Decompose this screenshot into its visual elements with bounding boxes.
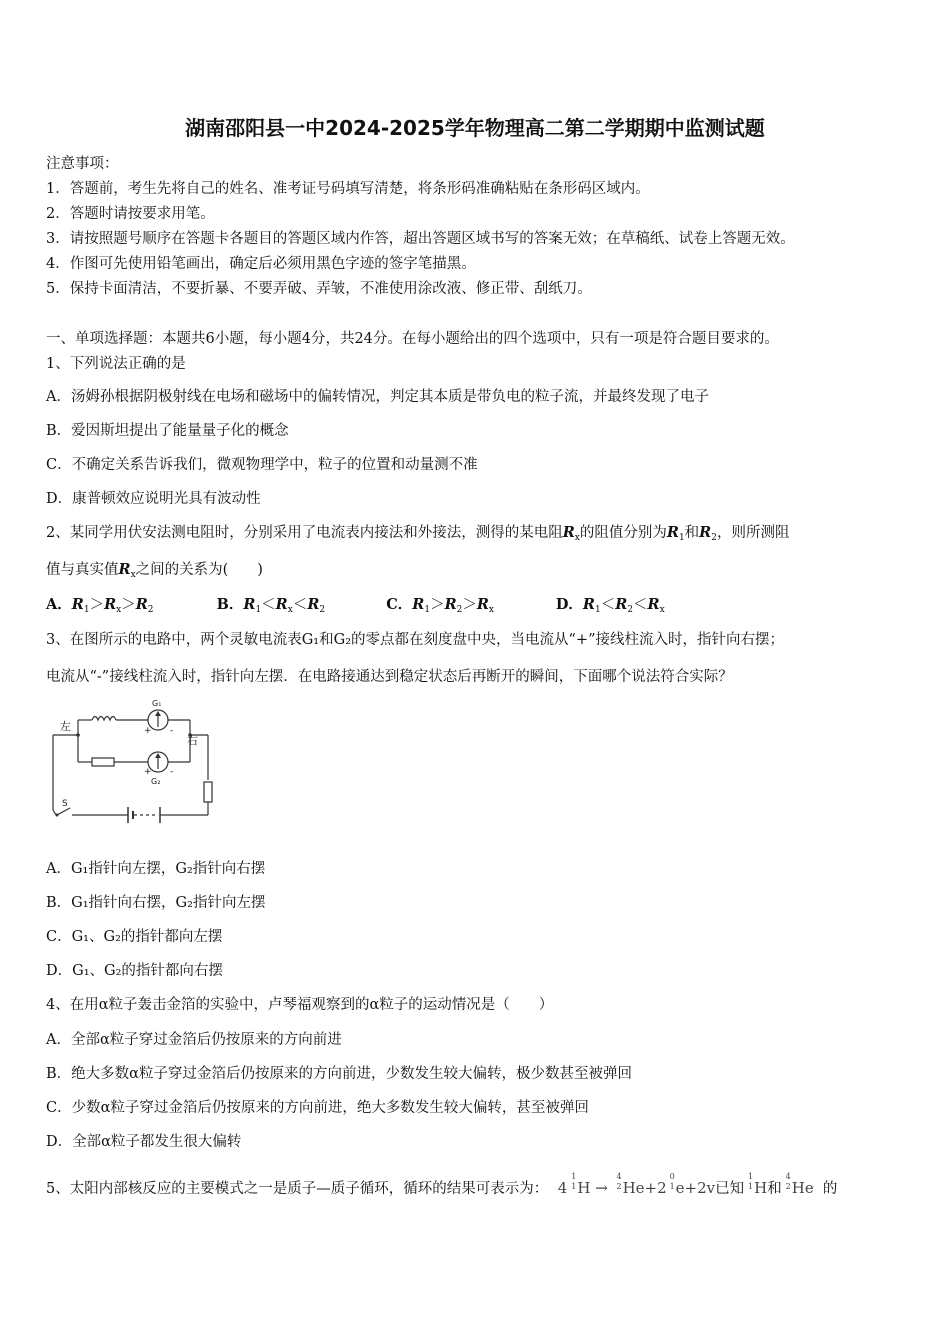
q1-stem: 1、下列说法正确的是 — [46, 356, 186, 372]
q2-option-d: D．$R_1<R_2<R_x$ — [555, 596, 665, 615]
q3-stem-line1: 3、在图所示的电路中，两个灵敏电流表G₁和G₂的零点都在刻度盘中央，当电流从“+”接线柱流入时，指针向右摆； — [46, 632, 784, 648]
notice-heading: 注意事项： — [46, 156, 119, 172]
q5-equation: 4 1 1 H → 4 2 He+2 0 1 e+2v — [557, 1172, 716, 1197]
q4-option-d: D．全部α粒子都发生很大偏转 — [46, 1134, 242, 1150]
circuit-diagram — [48, 700, 223, 825]
q4-option-a: A．全部α粒子穿过金箔后仍按原来的方向前进 — [46, 1032, 342, 1048]
notice-item-4: 4．作图可先使用铅笔画出，确定后必须用黑色字迹的签字笔描黑。 — [46, 256, 476, 272]
inductor-coil — [92, 717, 116, 721]
q1-option-a: A．汤姆孙根据阴极射线在电场和磁场中的偏转情况，判定其本质是带负电的粒子流，并最终发现了电子 — [46, 389, 709, 405]
g1-minus: - — [170, 726, 174, 736]
q2-stem-line1: 2、某同学用伏安法测电阻时，分别采用了电流表内接法和外接法，测得的某电阻$R_x$的阻值分别为$R_1$和$R_2$，则所测阻 — [46, 524, 790, 543]
q4-option-b: B．绝大多数α粒子穿过金箔后仍按原来的方向前进，少数发生较大偏转，极少数甚至被弹回 — [46, 1066, 632, 1082]
g2-plus: + — [144, 767, 152, 777]
q2-option-a: A．$R_1>R_x>R_2$ — [46, 596, 154, 615]
q5-stem: 5、太阳内部核反应的主要模式之一是质子—质子循环，循环的结果可表示为： 4 1 1 H → 4 2 He+2 0 1 e+2v已知 1 1 H和 4 2 He 的 — [46, 1172, 838, 1197]
q1-option-c: C．不确定关系告诉我们，微观物理学中，粒子的位置和动量测不准 — [46, 457, 478, 473]
label-s: S — [62, 799, 68, 809]
q3-stem-line2: 电流从“-”接线柱流入时，指针向左摆．在电路接通达到稳定状态后再断开的瞬间，下面哪个说法符合实际？ — [46, 669, 733, 685]
q4-option-c: C．少数α粒子穿过金箔后仍按原来的方向前进，绝大多数发生较大偏转，甚至被弹回 — [46, 1100, 589, 1116]
q3-option-b: B．G₁指针向右摆，G₂指针向左摆 — [46, 895, 266, 911]
q3-option-d: D．G₁、G₂的指针都向右摆 — [46, 963, 223, 979]
switch-s — [57, 808, 70, 815]
q3-option-a: A．G₁指针向左摆，G₂指针向右摆 — [46, 861, 266, 877]
g2-minus: - — [170, 767, 174, 777]
q2-option-c: C．$R_1>R_2>R_x$ — [386, 596, 494, 615]
q2-option-b: B．$R_1<R_x<R_2$ — [216, 596, 326, 615]
resistor-mid — [92, 758, 114, 766]
q1-option-b: B．爱因斯坦提出了能量量子化的概念 — [46, 423, 289, 439]
g1-plus: + — [144, 726, 152, 736]
notice-item-3: 3．请按照题号顺序在答题卡各题目的答题区域内作答，超出答题区域书写的答案无效；在草稿纸、试卷上答题无效。 — [46, 231, 795, 247]
resistor-right — [204, 782, 212, 802]
label-g2: G₂ — [151, 777, 161, 786]
section-heading: 一、单项选择题：本题共6小题，每小题4分，共24分。在每小题给出的四个选项中，只有一项是符合题目要求的。 — [46, 331, 779, 347]
notice-item-1: 1．答题前，考生先将自己的姓名、准考证号码填写清楚，将条形码准确粘贴在条形码区域内。 — [46, 181, 650, 197]
label-right: 右 — [187, 734, 198, 747]
q2-options — [46, 593, 665, 615]
label-g1: G₁ — [152, 700, 162, 708]
page-title: 湖南邵阳县一中2024-2025学年物理高二第二学期期中监测试题 — [185, 116, 765, 140]
q3-option-c: C．G₁、G₂的指针都向左摆 — [46, 929, 223, 945]
q2-stem-line2: 值与真实值$R_x$之间的关系为( ) — [46, 561, 263, 580]
q4-stem: 4、在用α粒子轰击金箔的实验中，卢琴福观察到的α粒子的运动情况是（ ） — [46, 997, 554, 1013]
q1-option-d: D．康普顿效应说明光具有波动性 — [46, 491, 261, 507]
label-left: 左 — [60, 720, 71, 733]
notice-item-5: 5．保持卡面清洁，不要折暴、不要弄破、弄皱，不准使用涂改液、修正带、刮纸刀。 — [46, 281, 592, 297]
notice-item-2: 2．答题时请按要求用笔。 — [46, 206, 215, 222]
